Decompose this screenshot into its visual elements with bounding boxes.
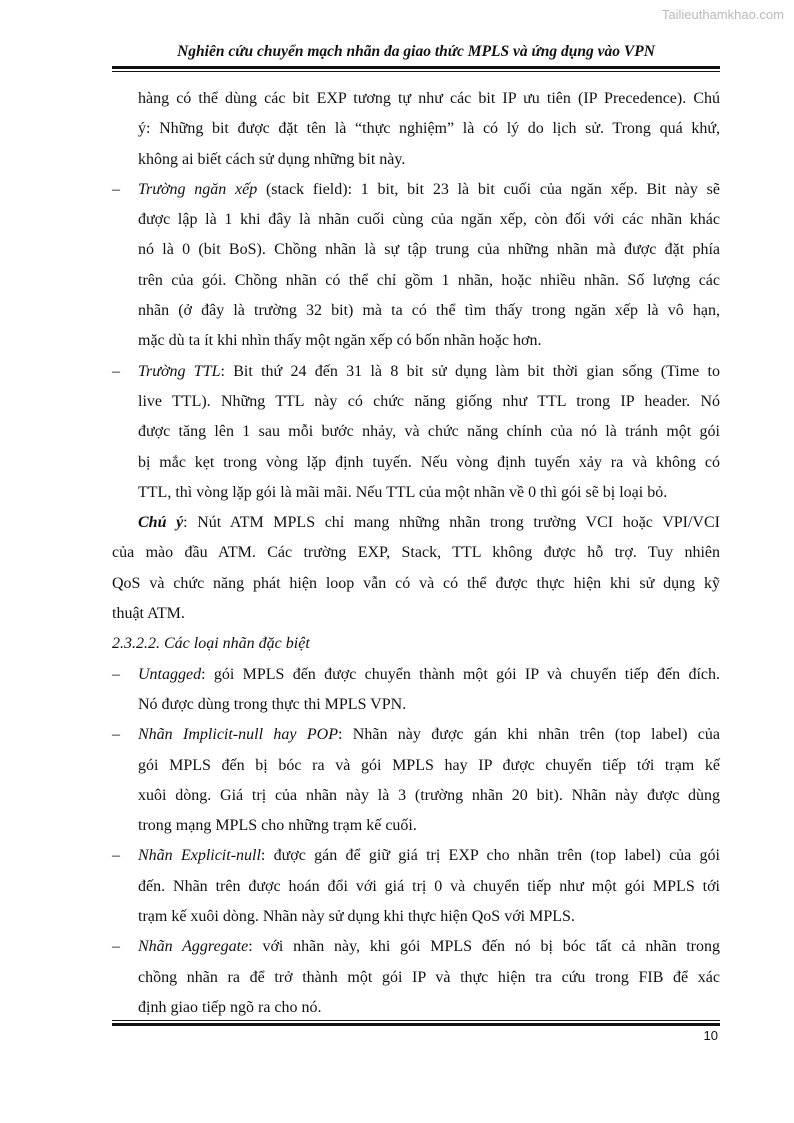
term: Nhãn Implicit-null hay POP xyxy=(138,726,338,744)
text-line: không ai biết cách sử dụng những bit này. xyxy=(138,150,406,168)
term: Chú ý xyxy=(138,514,184,532)
list-item-aggregate xyxy=(112,932,720,1023)
page-number: 10 xyxy=(703,1028,718,1043)
text-line xyxy=(112,508,720,538)
text-line: ý: Những bit được đặt tên là “thực nghiệm” là có lý do lịch sử. Trong quá khứ, xyxy=(138,120,720,138)
term: Trường TTL xyxy=(138,362,221,380)
term: Nhãn Explicit-null xyxy=(138,847,261,865)
text: : được gán để giữ giá trị EXP cho nhãn trên (top label) của gói xyxy=(260,847,720,865)
footer-rule-thin xyxy=(112,1020,720,1021)
term: Untagged xyxy=(138,665,202,683)
text: (stack field): 1 bit, bit 23 là bit cuối của ngăn xếp. Bit này sẽ xyxy=(257,180,720,198)
text: : Nhãn này được gán khi nhãn trên (top label) của xyxy=(337,726,721,744)
list-item-untagged xyxy=(112,660,720,721)
dash-bullet: – xyxy=(112,665,120,683)
running-header: Nghiên cứu chuyển mạch nhãn đa giao thức MPLS và ứng dụng vào VPN xyxy=(177,43,655,60)
text-line: TTL, thì vòng lặp gói là mãi mãi. Nếu TTL của một nhãn về 0 thì gói sẽ bị loại bỏ. xyxy=(138,483,668,501)
text-line: trên của gói. Chồng nhãn có thể chỉ gồm 1 nhãn, hoặc nhiều nhãn. Số lượng các xyxy=(138,271,720,289)
text-line: live TTL). Những TTL này có chức năng giống như TTL trong IP header. Nó xyxy=(138,392,720,410)
text-line: xuôi dòng. Giá trị của nhãn này là 3 (trường nhãn 20 bit). Nhãn này được dùng xyxy=(138,786,720,804)
text-line xyxy=(112,660,720,690)
text-line: thuật ATM. xyxy=(112,605,185,623)
text-line xyxy=(112,720,720,750)
text-line: được lập là 1 khi đây là nhãn cuối cùng của ngăn xếp, còn đối với các nhãn khác xyxy=(138,211,720,229)
text-line: QoS và chức năng phát hiện loop vẫn có và có thể được thực hiện khi sử dụng kỹ xyxy=(112,574,720,592)
text: : gói MPLS đến được chuyển thành một gói IP và chuyển tiếp đến đích. xyxy=(201,665,720,683)
text-line: nhãn (ở đây là trường 32 bit) mà ta có thể tìm thấy trong ngăn xếp là vô hạn, xyxy=(138,302,720,320)
list-item-stack-field xyxy=(112,175,720,357)
text-line xyxy=(112,357,720,387)
dash-bullet: – xyxy=(112,847,120,865)
text: : Nút ATM MPLS chỉ mang những nhãn trong trường VCI hoặc VPI/VCI xyxy=(183,514,720,532)
header-rule-thick xyxy=(112,66,720,69)
footer-rule-thick xyxy=(112,1023,720,1026)
text-line xyxy=(112,841,720,871)
text-line: nó là 0 (bit BoS). Chồng nhãn là sự tập trung của những nhãn mà được đặt phía xyxy=(138,241,720,259)
watermark: Tailieuthamkhao.com xyxy=(661,7,784,22)
dash-bullet: – xyxy=(112,726,120,744)
list-item-ttl-field xyxy=(112,357,720,508)
text-line: trạm kế xuôi dòng. Nhãn này sử dụng khi thực hiện QoS với MPLS. xyxy=(138,908,575,926)
term: Nhãn Aggregate xyxy=(138,938,249,956)
text-line: chồng nhãn ra để trở thành một gói IP và thực hiện tra cứu trong FIB để xác xyxy=(138,968,720,986)
note-paragraph xyxy=(112,508,720,629)
term: Trường ngăn xếp xyxy=(138,180,258,198)
list-item-implicit-null xyxy=(112,720,720,841)
text-line: bị mắc kẹt trong vòng lặp định tuyến. Nếu vòng định tuyến xảy ra và không có xyxy=(138,453,720,471)
dash-bullet: – xyxy=(112,938,120,956)
text-line xyxy=(112,932,720,962)
dash-bullet: – xyxy=(112,180,120,198)
text-line: Nó được dùng trong thực thi MPLS VPN. xyxy=(138,695,407,713)
list-item-explicit-null xyxy=(112,841,720,932)
text-line: gói MPLS đến bị bóc ra và gói MPLS hay IP được chuyển tiếp tới trạm kế xyxy=(138,756,720,774)
text: : với nhãn này, khi gói MPLS đến nó bị bóc tất cả nhãn trong xyxy=(248,938,721,956)
page-body xyxy=(112,84,720,1023)
text-line: hàng có thể dùng các bit EXP tương tự như các bit IP ưu tiên (IP Precedence). Chú xyxy=(138,90,720,107)
text-line: trong mạng MPLS cho những trạm kế cuối. xyxy=(138,817,417,835)
continuation-paragraph xyxy=(112,84,720,175)
header-rule-thin xyxy=(112,71,720,72)
text-line: được tăng lên 1 sau mỗi bước nhảy, và chức năng chính của nó là tránh một gói xyxy=(138,423,720,441)
text-line xyxy=(112,175,720,205)
text-line: của mào đầu ATM. Các trường EXP, Stack, TTL không được hỗ trợ. Tuy nhiên xyxy=(112,544,720,562)
text: : Bit thứ 24 đến 31 là 8 bit sử dụng làm bit thời gian sống (Time to xyxy=(220,362,721,380)
section-subheading: 2.3.2.2. Các loại nhãn đặc biệt xyxy=(112,635,310,653)
text-line: mặc dù ta ít khi nhìn thấy một ngăn xếp có bốn nhãn hoặc hơn. xyxy=(138,332,542,350)
text-line: đến. Nhãn trên được hoán đổi với giá trị 0 và chuyển tiếp như một gói MPLS tới xyxy=(138,877,720,895)
text-line: định giao tiếp ngõ ra cho nó. xyxy=(138,998,322,1016)
dash-bullet: – xyxy=(112,362,120,380)
